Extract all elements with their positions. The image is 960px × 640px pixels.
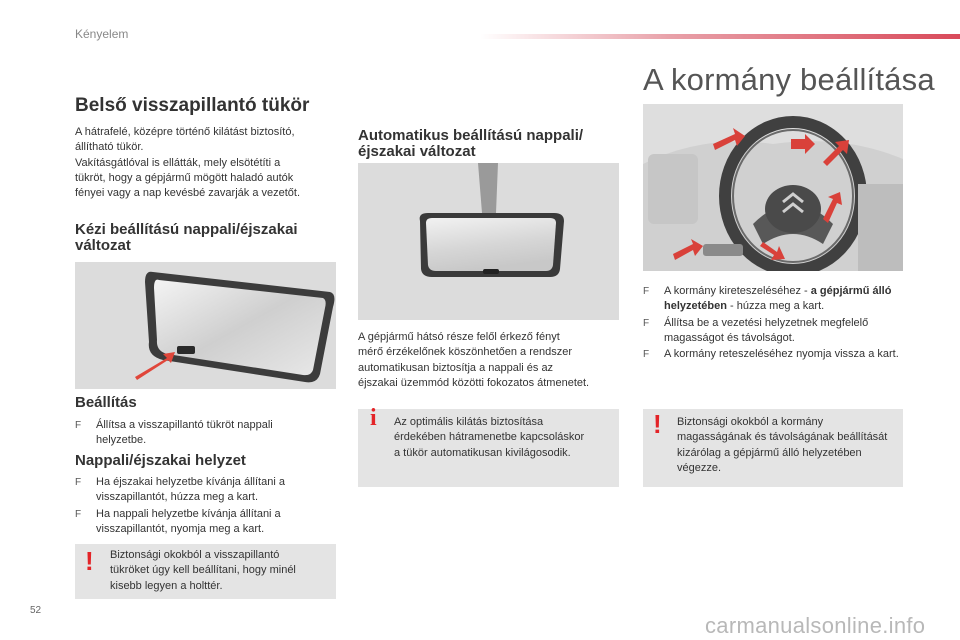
title-line: éjszakai változat — [358, 143, 476, 160]
steering-bullet-1 — [643, 284, 905, 314]
text-line: éjszakai üzemmód közötti fokozatos átmenetet. — [358, 376, 590, 389]
adjust-bullet — [75, 418, 335, 448]
manual-version-title — [75, 222, 298, 254]
bullet-text: Ha éjszakai helyzetbe kívánja állítani a — [96, 476, 285, 488]
info-icon: i — [370, 405, 377, 431]
bullet-icon: F — [75, 477, 82, 488]
intro-line: fényei vagy a nap kevésbé zavarják a vezetőt. — [75, 187, 301, 200]
auto-description — [358, 330, 589, 391]
auto-info-note — [358, 405, 619, 487]
bullet-text: helyzetbe. — [96, 434, 147, 446]
steering-bullet-2 — [643, 316, 905, 346]
mirror-section-title: Belső visszapillantó tükör — [75, 95, 310, 116]
note-line: a tükör automatikusan kivilágosodik. — [394, 446, 571, 459]
steering-page-title: A kormány beállítása — [643, 62, 935, 97]
text-line: automatikusan biztosítja a nappali és az — [358, 361, 554, 374]
bullet-bold-text: a gépjármű álló helyzetében — [664, 285, 892, 312]
adjust-title: Beállítás — [75, 394, 137, 411]
bullet-text: A kormány kireteszeléséhez - — [664, 285, 811, 297]
warning-icon: ! — [85, 546, 94, 576]
title-line: változat — [75, 237, 131, 254]
bullet-icon: F — [75, 420, 82, 431]
section-label: Kényelem — [75, 27, 129, 41]
bullet-icon: F — [75, 509, 82, 520]
note-line: Biztonsági okokból a visszapillantó — [110, 549, 280, 561]
text-line: A gépjármű hátsó része felől érkező fényt — [358, 331, 560, 343]
bullet-text: visszapillantót, húzza meg a kart. — [96, 491, 259, 503]
bullet-icon: F — [643, 286, 650, 297]
day-night-title: Nappali/éjszakai helyzet — [75, 452, 246, 469]
intro-line: A hátrafelé, középre történő kilátást biztosító, — [75, 126, 295, 138]
steering-warning-note — [643, 409, 903, 487]
mirror-warning-note — [75, 544, 336, 599]
bullet-text: Állítsa a visszapillantó tükröt nappali — [96, 419, 273, 431]
auto-mirror-illustration — [358, 163, 619, 320]
note-line: tükröket úgy kell beállítani, hogy minél — [110, 564, 296, 577]
manual-mirror-image — [75, 262, 336, 389]
bullet-text: Ha nappali helyzetbe kívánja állítani a — [96, 508, 281, 520]
manual-mirror-illustration — [75, 262, 336, 389]
bullet-icon: F — [643, 318, 650, 329]
text-line: mérő érzékelőnek köszönhetően a rendszer — [358, 346, 573, 359]
bullet-text: Állítsa be a vezetési helyzetnek megfelelő magasságot és távolságot. — [664, 317, 869, 344]
auto-mirror-image — [358, 163, 619, 320]
note-text: Biztonsági okokból a kormány magasságának és távolságának beállítását kizárólag a gépjármű álló helyzetében végezze. — [677, 416, 888, 474]
note-line: kisebb legyen a holttér. — [110, 579, 223, 592]
bullet-text: A kormány reteszeléséhez nyomja vissza a kart. — [664, 348, 899, 360]
intro-line: Vakításgátlóval is ellátták, mely elsötétíti a — [75, 156, 281, 169]
warning-icon: ! — [653, 409, 662, 439]
intro-line: tükröt, hogy a gépjármű mögött haladó autók — [75, 171, 294, 184]
bullet-text: - húzza meg a kart. — [726, 300, 825, 312]
header-accent-bar — [480, 34, 960, 39]
bullet-text: visszapillantót, nyomja meg a kart. — [96, 523, 265, 535]
intro-line: állítható tükör. — [75, 141, 144, 154]
bullet-icon: F — [643, 349, 650, 360]
mirror-intro — [75, 125, 300, 201]
watermark: carmanualsonline.info — [705, 613, 926, 638]
steering-bullet-3 — [643, 347, 905, 362]
title-line: Kézi beállítású nappali/éjszakai — [75, 221, 298, 238]
note-line: Az optimális kilátás biztosítása — [394, 416, 544, 428]
day-night-bullet-2 — [75, 507, 335, 537]
steering-illustration — [643, 104, 903, 271]
note-line: érdekében hátramenetbe kapcsoláskor — [394, 431, 585, 444]
title-line: Automatikus beállítású nappali/ — [358, 127, 584, 144]
steering-image — [643, 104, 903, 271]
day-night-bullet-1 — [75, 475, 335, 505]
auto-version-title — [358, 128, 583, 160]
page-number: 52 — [30, 605, 42, 616]
